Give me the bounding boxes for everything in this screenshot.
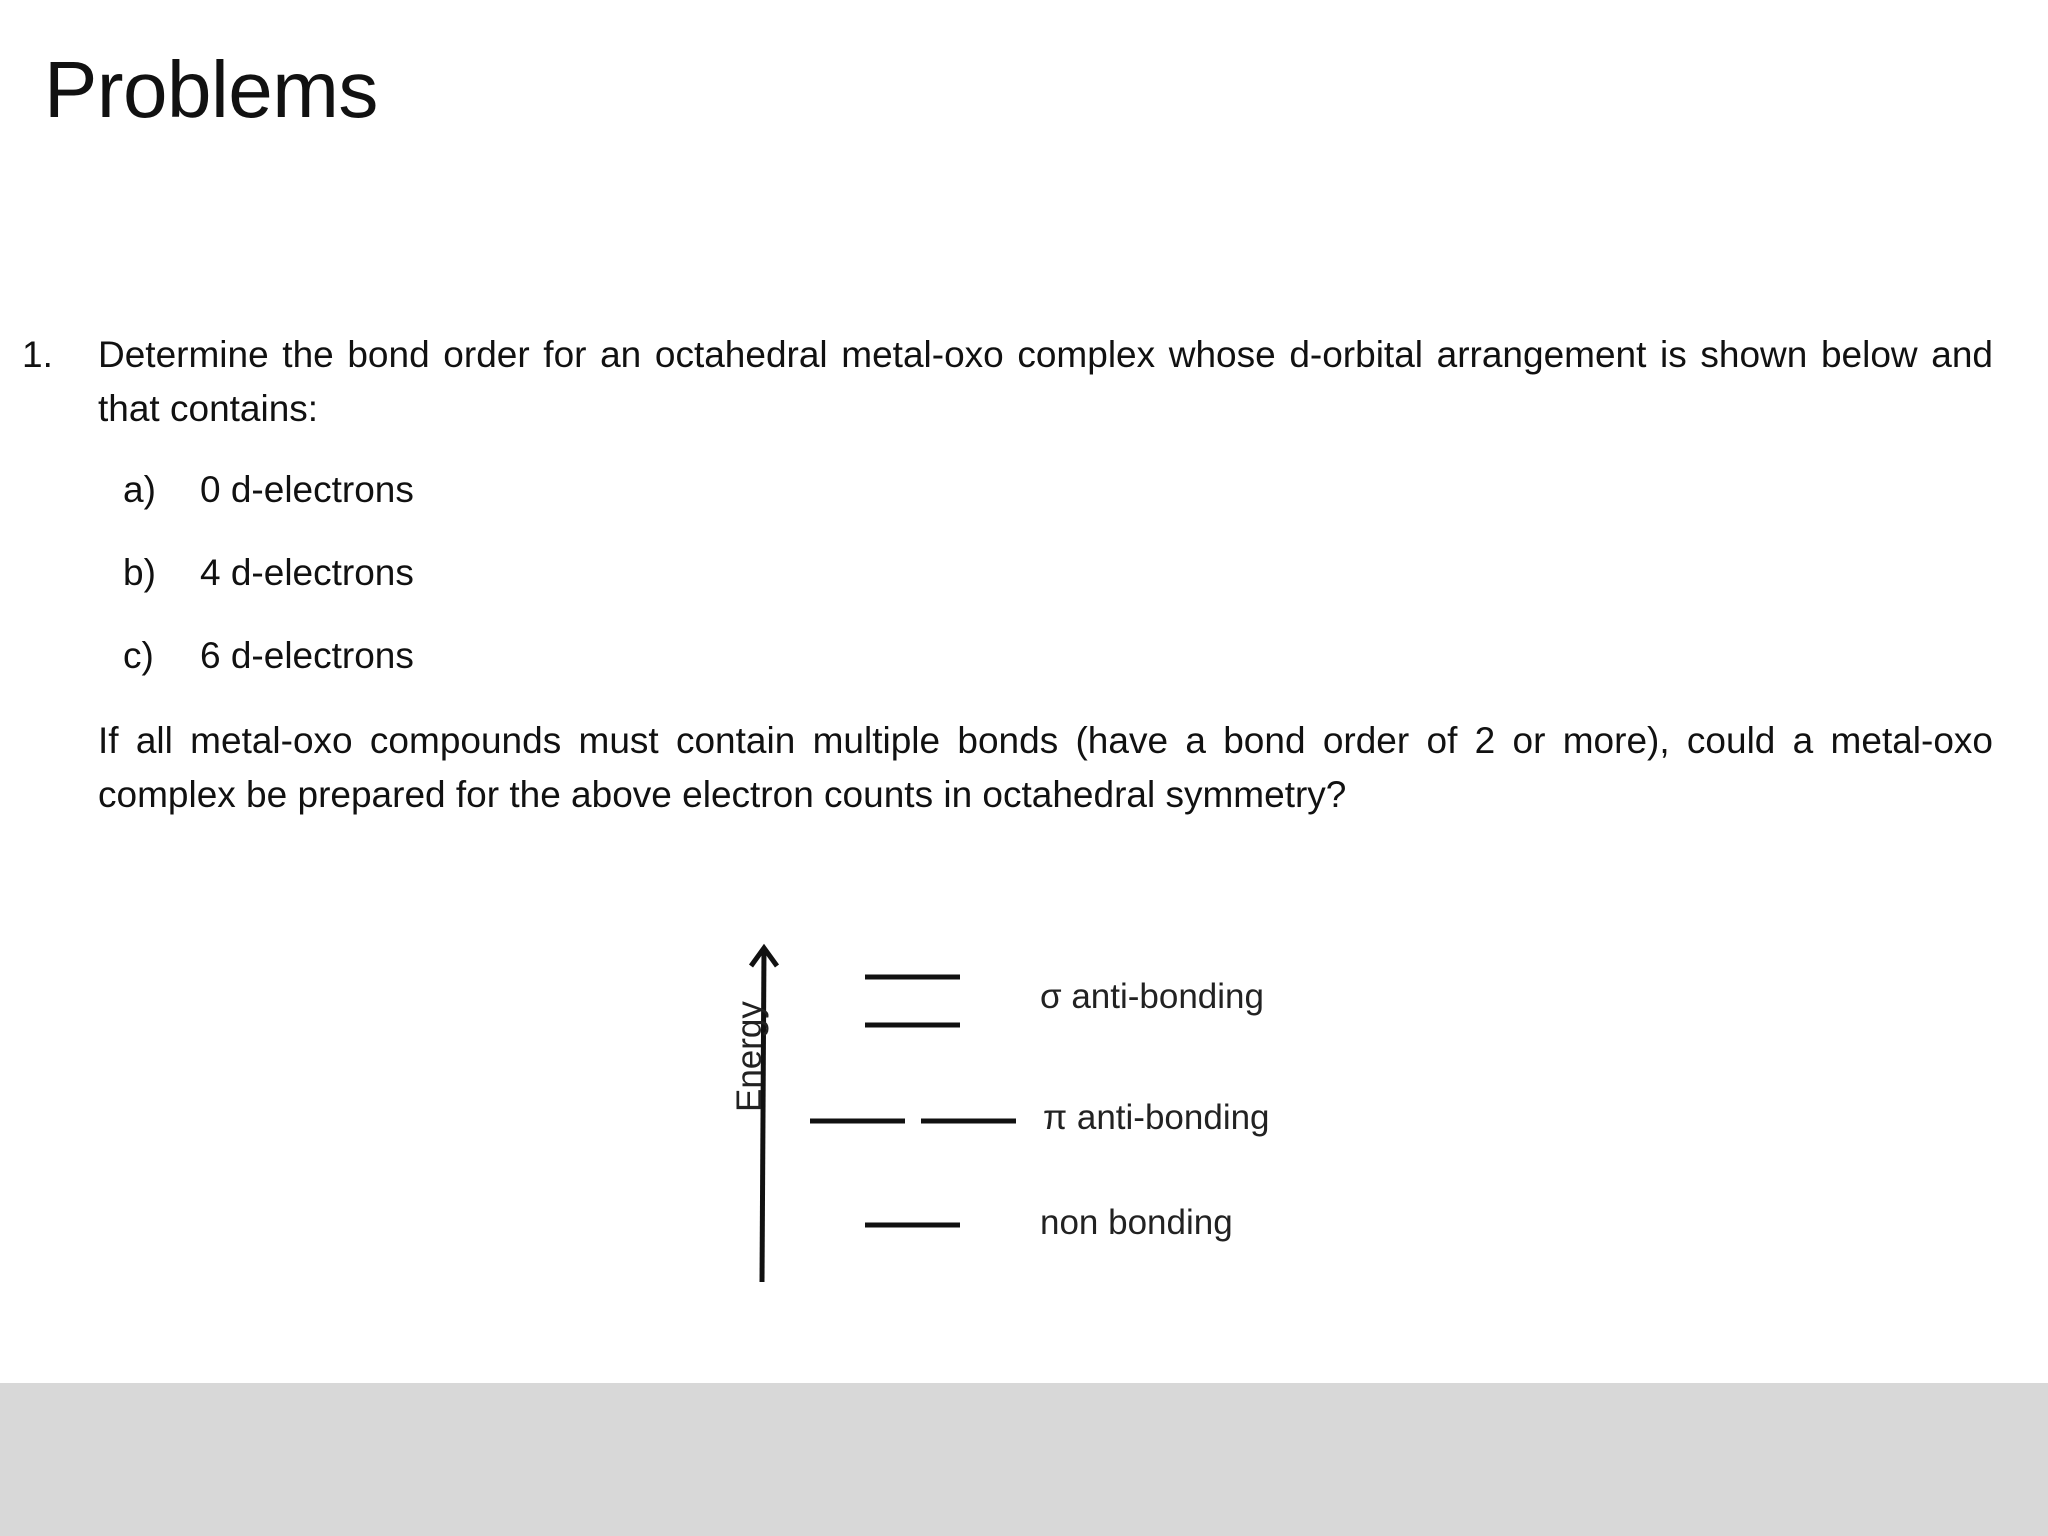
energy-axis-label: Energy bbox=[730, 1001, 769, 1112]
option-text: 6 d-electrons bbox=[200, 635, 414, 676]
option-b bbox=[123, 546, 414, 600]
option-c bbox=[123, 629, 414, 683]
option-letter: c) bbox=[123, 635, 154, 676]
option-letter: b) bbox=[123, 552, 156, 593]
energy-axis-line bbox=[762, 948, 764, 1282]
option-text: 0 d-electrons bbox=[200, 469, 414, 510]
problem-number: 1. bbox=[22, 334, 53, 375]
followup-question: If all metal-oxo compounds must contain multiple bonds (have a bond order of 2 or more), could a metal-oxo complex be prepared for the above electron counts in octahedral symmetry? bbox=[98, 720, 1993, 815]
option-a bbox=[123, 463, 414, 517]
option-letter: a) bbox=[123, 469, 156, 510]
problem-question: Determine the bond order for an octahedral metal-oxo complex whose d-orbital arrangement is shown below and that contains: bbox=[98, 334, 1993, 429]
sigma-antibonding-label: σ anti-bonding bbox=[1040, 977, 1264, 1016]
slide-title: Problems bbox=[44, 45, 378, 134]
nonbonding-label: non bonding bbox=[1040, 1203, 1233, 1242]
option-text: 4 d-electrons bbox=[200, 552, 414, 593]
pi-antibonding-label: π anti-bonding bbox=[1043, 1098, 1270, 1137]
footer-band bbox=[0, 1383, 2048, 1536]
